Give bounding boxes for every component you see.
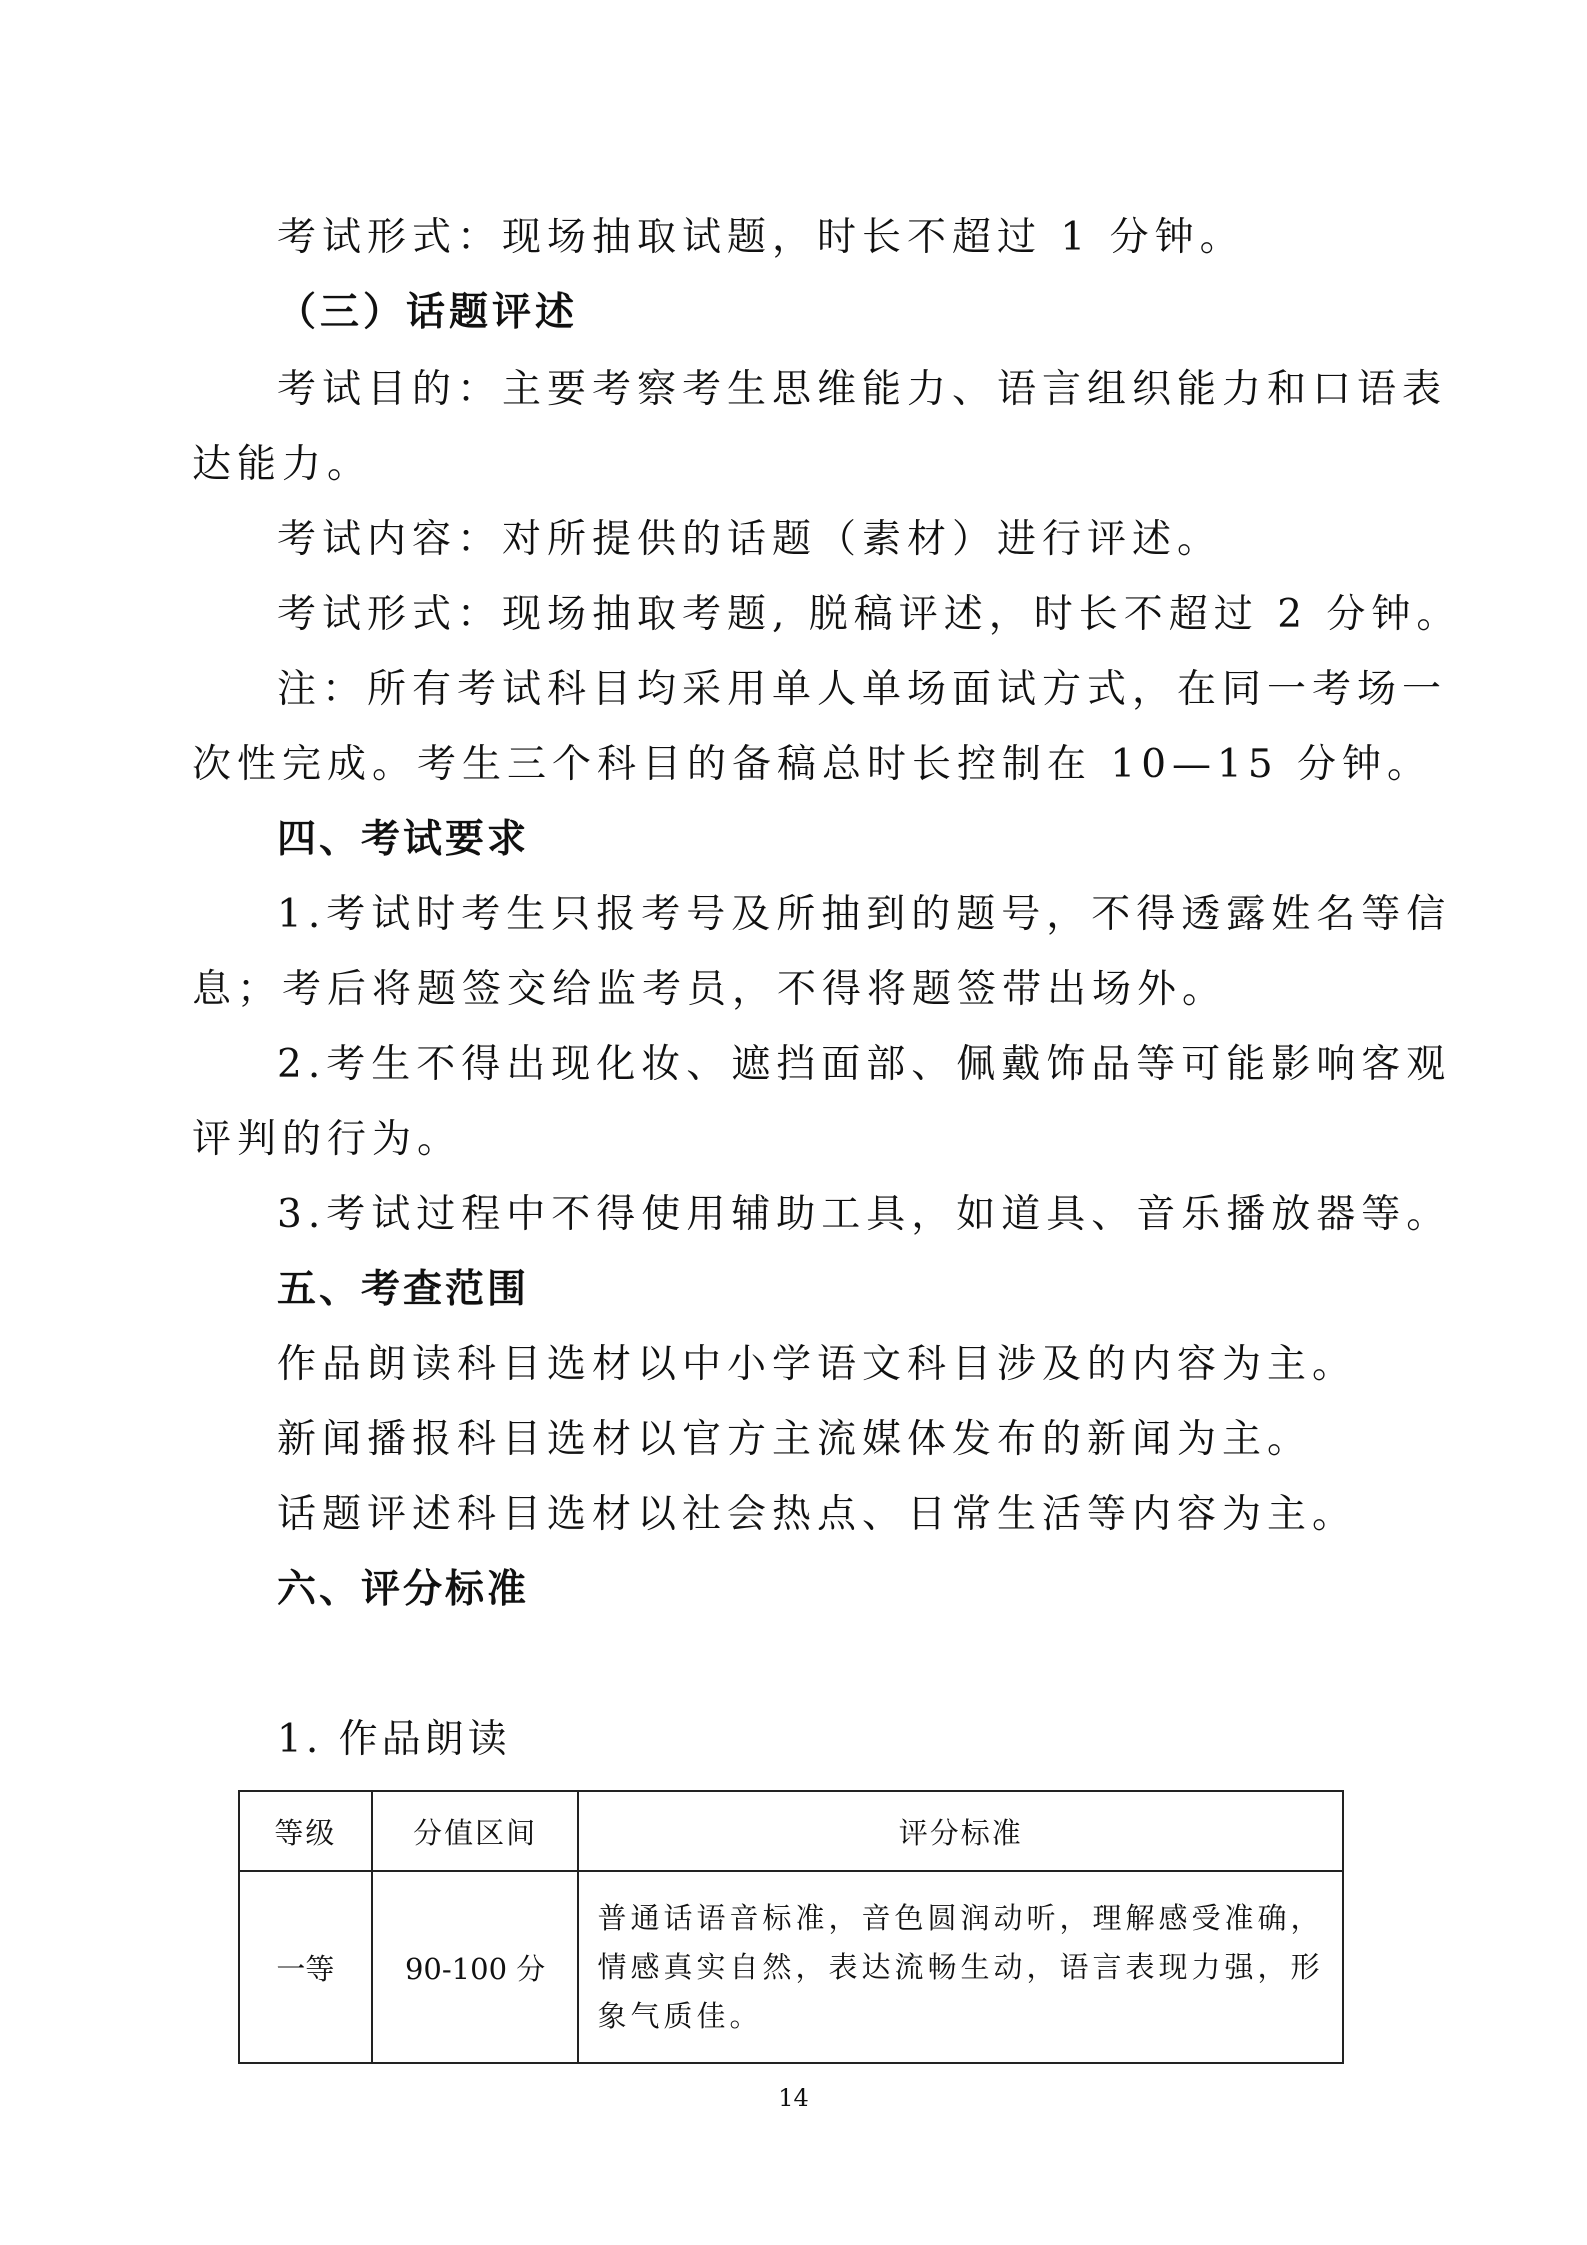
- column-header-criteria: 评分标准: [578, 1791, 1343, 1871]
- section-heading-requirements: 四、考试要求: [277, 817, 530, 862]
- paragraph-exam-content: [277, 516, 1222, 564]
- paragraph-exam-purpose: [277, 366, 1447, 414]
- page-number: 14: [778, 2084, 809, 2112]
- paragraph-label: 考试内容：: [277, 517, 503, 562]
- paragraph-text: 主要考察考生思维能力、语言组织能力和口语表: [502, 367, 1448, 412]
- column-header-score-range: 分值区间: [372, 1791, 579, 1871]
- paragraph-text: 现场抽取试题，时长不超过 1 分钟。: [502, 215, 1245, 260]
- paragraph-label: 考试形式：: [277, 592, 503, 637]
- paragraph-label: 考试形式：: [277, 215, 503, 260]
- paragraph-text: 对所提供的话题（素材）进行评述。: [502, 517, 1223, 562]
- table-header-row: [239, 1791, 1343, 1871]
- table-caption: 1. 作品朗读: [277, 1717, 511, 1762]
- list-item: 作品朗读科目选材以中小学语文科目涉及的内容为主。: [277, 1342, 1358, 1387]
- table-row: [239, 1871, 1343, 2063]
- scoring-table: [238, 1790, 1344, 2064]
- paragraph-note: 注：所有考试科目均采用单人单场面试方式，在同一考场一: [277, 667, 1448, 712]
- subsection-heading: （三）话题评述: [277, 290, 579, 335]
- paragraph-continuation: 达能力。: [192, 442, 373, 487]
- column-header-grade: 等级: [239, 1791, 372, 1871]
- list-item: 新闻播报科目选材以官方主流媒体发布的新闻为主。: [277, 1417, 1313, 1462]
- cell-criteria: 普通话语音标准，音色圆润动听，理解感受准确，情感真实自然，表达流畅生动，语言表现力强，形象气质佳。: [578, 1871, 1343, 2063]
- paragraph-exam-format-2: [277, 591, 1461, 639]
- list-item-continuation: 评判的行为。: [192, 1117, 463, 1162]
- paragraph-exam-format-1: [277, 214, 1245, 262]
- section-heading-scoring: 六、评分标准: [277, 1567, 530, 1612]
- list-item: 话题评述科目选材以社会热点、日常生活等内容为主。: [277, 1492, 1358, 1537]
- cell-grade: 一等: [239, 1871, 372, 2063]
- section-heading-scope: 五、考查范围: [277, 1267, 530, 1312]
- cell-score-range: 90-100 分: [372, 1871, 579, 2063]
- list-item-continuation: 息；考后将题签交给监考员，不得将题签带出场外。: [192, 967, 1228, 1012]
- paragraph-continuation: 次性完成。考生三个科目的备稿总时长控制在 10—15 分钟。: [192, 742, 1433, 787]
- list-item: 2.考生不得出现化妆、遮挡面部、佩戴饰品等可能影响客观: [277, 1042, 1452, 1087]
- list-item: 1.考试时考生只报考号及所抽到的题号，不得透露姓名等信: [277, 892, 1452, 937]
- paragraph-text: 现场抽取考题, 脱稿评述，时长不超过 2 分钟。: [502, 592, 1462, 637]
- list-item: 3.考试过程中不得使用辅助工具，如道具、音乐播放器等。: [277, 1192, 1452, 1237]
- paragraph-label: 考试目的：: [277, 367, 503, 412]
